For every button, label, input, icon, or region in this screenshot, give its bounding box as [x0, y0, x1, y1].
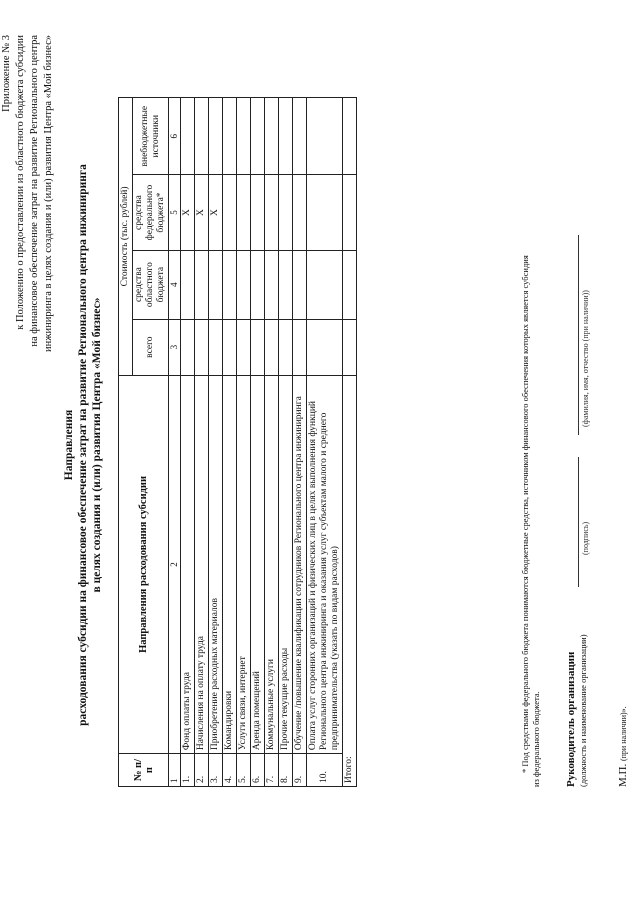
- cell-regional: [307, 250, 343, 319]
- cell-regional: [195, 250, 209, 319]
- cell-regional: [223, 250, 237, 319]
- col-header-extra: внебюджетные источники: [133, 98, 169, 175]
- index-cell: 2: [169, 375, 181, 753]
- name-line: [578, 235, 579, 435]
- cell-extra: [265, 98, 279, 175]
- row-label: Коммунальные услуги: [265, 375, 279, 753]
- cell-federal: Х: [195, 175, 209, 250]
- row-num: 4.: [223, 754, 237, 787]
- document-title: [62, 125, 104, 765]
- row-label: Услуги связи, интернет: [237, 375, 251, 753]
- table-row: [265, 98, 279, 787]
- cell-total: [223, 319, 237, 375]
- cell-total: [279, 319, 293, 375]
- cell-extra: [223, 98, 237, 175]
- row-num: 6.: [251, 754, 265, 787]
- total-label: Итого:: [343, 375, 357, 786]
- signature-caption: (подпись): [581, 521, 590, 555]
- seal-placeholder: [617, 706, 629, 787]
- cell-extra: [195, 98, 209, 175]
- cell-federal: [307, 175, 343, 250]
- cell-regional: [237, 250, 251, 319]
- table-row: [223, 98, 237, 787]
- footnote-line: * Под средствами федерального бюджета понимаются бюджетные средства, источником финансового обеспечения которых является субсидия: [520, 255, 530, 773]
- appendix-ref-line: на финансовое обеспечение затрат на развитие Регионального центра: [29, 35, 40, 347]
- cell-extra: [209, 98, 223, 175]
- cell-regional: [265, 250, 279, 319]
- cell-federal: [279, 175, 293, 250]
- appendix-ref-line: к Положению о предоставлении из областного бюджета субсидии: [15, 35, 26, 330]
- table-row: [181, 98, 195, 787]
- cell-extra: [307, 98, 343, 175]
- col-header-total: всего: [133, 319, 169, 375]
- cell-total: [181, 319, 195, 375]
- title-heading: Направления: [63, 409, 75, 481]
- col-header-cost-group: Стоимость (тыс. рублей): [119, 98, 133, 376]
- table-row: [237, 98, 251, 787]
- index-cell: 1: [169, 754, 181, 787]
- col-header-regional: средства областного бюджета: [133, 250, 169, 319]
- signature-line: [578, 457, 579, 587]
- cell-total: [307, 319, 343, 375]
- row-label: Прочие текущие расходы: [279, 375, 293, 753]
- row-num: 9.: [293, 754, 307, 787]
- cell-extra: [251, 98, 265, 175]
- col-header-federal: средства федерального бюджета*: [133, 175, 169, 250]
- expenditure-table: [118, 97, 357, 787]
- row-label: Фонд оплаты труда: [181, 375, 195, 753]
- cell-regional: [293, 250, 307, 319]
- seal-label: М.П.: [617, 763, 629, 787]
- cell-total: [265, 319, 279, 375]
- row-label: Командировки: [223, 375, 237, 753]
- cell-federal: [251, 175, 265, 250]
- table-row: [279, 98, 293, 787]
- column-index-row: [169, 98, 181, 787]
- signature-position-caption: (должность и наименование организации): [578, 634, 588, 787]
- name-caption: (фамилия, имя, отчество (при наличии)): [581, 290, 590, 427]
- cell-federal: [237, 175, 251, 250]
- cell-federal: [343, 175, 357, 250]
- cell-extra: [343, 98, 357, 175]
- index-cell: 5: [169, 175, 181, 250]
- cell-regional: [251, 250, 265, 319]
- cell-federal: Х: [209, 175, 223, 250]
- cell-regional: [279, 250, 293, 319]
- title-line: в целях создания и (или) развития Центра «Мой бизнес»: [91, 297, 103, 593]
- cell-total: [343, 319, 357, 375]
- index-cell: 3: [169, 319, 181, 375]
- cell-regional: [181, 250, 195, 319]
- cell-federal: Х: [181, 175, 195, 250]
- index-cell: 6: [169, 98, 181, 175]
- row-label: Оплата услуг сторонних организаций и физических лиц в целях выполнения функций Регионального центра инжиниринга и оказания услуг субъектам малого и среднего предпринимательства (указать по видам расходов): [307, 375, 343, 753]
- cell-federal: [293, 175, 307, 250]
- row-num: 8.: [279, 754, 293, 787]
- row-label: Обучение /повышение квалификации сотрудников Регионального центра инжиниринга: [293, 375, 307, 753]
- table-row: [209, 98, 223, 787]
- row-num: 5.: [237, 754, 251, 787]
- title-line: расходования субсидии на финансовое обеспечение затрат на развитие Регионального центра инжиниринга: [77, 164, 89, 726]
- appendix-ref-line: инжиниринга в целях создания и (или) развития Центра «Мой бизнес»: [43, 35, 54, 352]
- footnote: [520, 87, 542, 787]
- cell-federal: [223, 175, 237, 250]
- total-row: [343, 98, 357, 787]
- seal-note: (при наличии)».: [619, 706, 628, 762]
- col-header-num: № п/п: [119, 754, 169, 787]
- cell-total: [209, 319, 223, 375]
- row-label: Начисления на оплату труда: [195, 375, 209, 753]
- row-label: Аренда помещений: [251, 375, 265, 753]
- appendix-header: [0, 35, 56, 635]
- table-row: [293, 98, 307, 787]
- table-row: [307, 98, 343, 787]
- signature-head-label: Руководитель организации: [565, 651, 577, 787]
- row-label: Приобретение расходных материалов: [209, 375, 223, 753]
- col-header-direction: Направления расходования субсидии: [119, 375, 169, 753]
- cell-total: [237, 319, 251, 375]
- cell-extra: [237, 98, 251, 175]
- cell-total: [251, 319, 265, 375]
- table-row: [195, 98, 209, 787]
- index-cell: 4: [169, 250, 181, 319]
- appendix-number: Приложение № 3: [1, 35, 12, 112]
- cell-regional: [343, 250, 357, 319]
- cell-extra: [293, 98, 307, 175]
- cell-total: [195, 319, 209, 375]
- footnote-line: из федерального бюджета.: [531, 691, 541, 787]
- cell-total: [293, 319, 307, 375]
- row-num: 10.: [307, 754, 343, 787]
- cell-extra: [279, 98, 293, 175]
- row-num: 2.: [195, 754, 209, 787]
- row-num: 1.: [181, 754, 195, 787]
- cell-regional: [209, 250, 223, 319]
- table-row: [251, 98, 265, 787]
- cell-extra: [181, 98, 195, 175]
- cell-federal: [265, 175, 279, 250]
- row-num: 7.: [265, 754, 279, 787]
- row-num: 3.: [209, 754, 223, 787]
